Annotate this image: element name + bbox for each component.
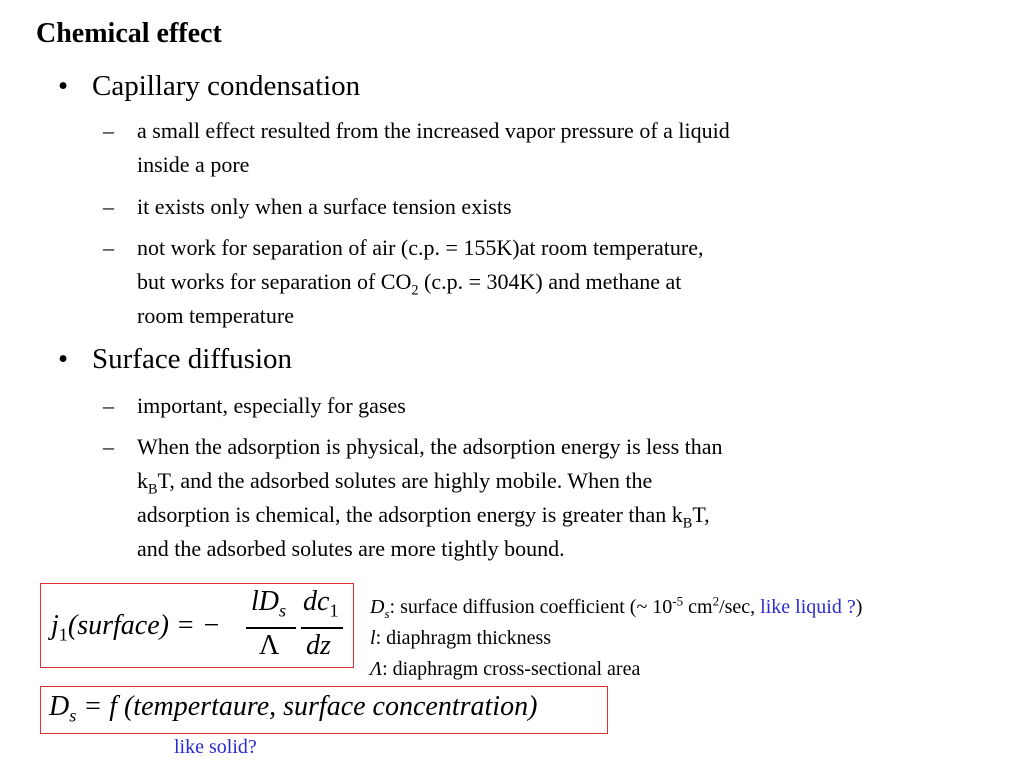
sub-item-adsorption: [103, 430, 723, 566]
sub-line: room temperature: [137, 303, 294, 328]
equation-flux-box: [40, 583, 354, 668]
sub-item-surface-tension: [103, 190, 512, 224]
dash: –: [103, 434, 114, 459]
sub-line: important, especially for gases: [137, 393, 406, 418]
definition-l: l: diaphragm thickness: [370, 627, 552, 649]
bullet-dot: •: [58, 70, 69, 102]
dash: –: [103, 194, 114, 219]
sub-line: but works for separation of $CO_2$ (c.p. = 304K) and methane at: [137, 269, 682, 299]
fraction-1-denominator: Λ: [259, 630, 280, 661]
equation-ds: $D_s = f$ (tempertaure, surface concentration): [49, 691, 538, 726]
bullet-dot: •: [58, 343, 69, 375]
dash: –: [103, 118, 114, 143]
sub-line: not work for separation of air (c.p. = 155K)at room temperature,: [137, 235, 704, 260]
sub-line: When the adsorption is physical, the adsorption energy is less than: [137, 434, 723, 459]
sub-item-vapor-pressure: [103, 114, 730, 182]
sub-item-important: [103, 389, 406, 423]
equation-lhs: $j_1(surface)$ = −: [51, 610, 221, 645]
bullet-label: Surface diffusion: [92, 343, 292, 375]
bullet-label: Capillary condensation: [92, 70, 361, 102]
definition-lambda: Λ: diaphragm cross-sectional area: [370, 658, 641, 680]
sub-line: $k_BT$, and the adsorbed solutes are highly mobile. When the: [137, 468, 653, 498]
definitions: [370, 592, 862, 685]
like-solid-note: like solid?: [174, 736, 257, 758]
sub-line: adsorption is chemical, the adsorption energy is greater than $k_BT$,: [137, 502, 710, 532]
sub-item-separation: [103, 231, 704, 333]
dash: –: [103, 393, 114, 418]
fraction-2-numerator: $dc_1$: [303, 586, 339, 621]
dash: –: [103, 235, 114, 260]
equation-ds-box: [40, 686, 608, 734]
fraction-1-bar: [246, 627, 296, 629]
fraction-2-bar: [301, 627, 343, 629]
definition-ds: $D_s$: surface diffusion coefficient (~ $10^{-5}$ $cm^2/\sec$, like liquid ?): [370, 593, 863, 621]
fraction-1-numerator: $lD_s$: [251, 586, 287, 621]
sub-line: inside a pore: [137, 152, 250, 177]
page-title: Chemical effect: [36, 18, 222, 49]
sub-line: a small effect resulted from the increased vapor pressure of a liquid: [137, 118, 730, 143]
fraction-2-denominator: dz: [306, 630, 331, 661]
like-liquid-note: like liquid ?: [760, 596, 856, 618]
sub-line: and the adsorbed solutes are more tightly bound.: [137, 536, 565, 561]
bullet-surface-diffusion: [58, 343, 292, 376]
bullet-capillary-condensation: [58, 70, 361, 103]
sub-line: it exists only when a surface tension exists: [137, 194, 512, 219]
